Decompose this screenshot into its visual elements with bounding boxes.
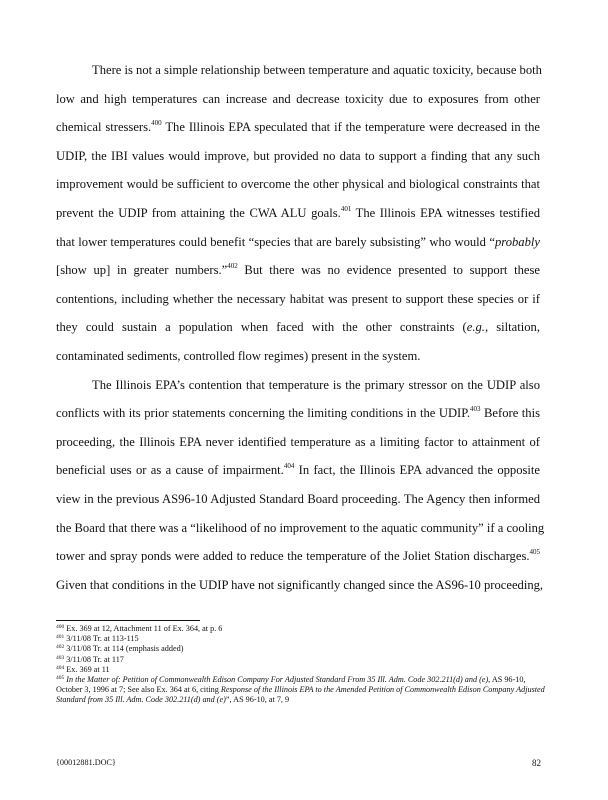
text-run: contaminated sediments, controlled flow regimes) present in the system. (56, 348, 421, 363)
text-line (56, 232, 540, 261)
footnote-reference: 403 (470, 405, 481, 414)
text-line (56, 317, 540, 346)
text-run: contentions, including whether the necessary habitat was present to support these species or if (56, 291, 540, 306)
text-line (56, 518, 545, 547)
text-line (56, 203, 540, 232)
text-run: ”, AS 96-10, at 7, 9 (225, 695, 290, 705)
text-run: improvement would be sufficient to overcome the other physical and biological constraints that (56, 177, 540, 192)
footnote-number: 400 (56, 624, 65, 630)
paragraph (56, 375, 545, 604)
text-run: 3/11/08 Tr. at 114 (emphasis added) (66, 644, 184, 654)
text-run: beneficial uses or as a cause of impairment. (56, 463, 284, 478)
body-text (56, 60, 545, 603)
text-run: conflicts with its prior statements concerning the limiting conditions in the UDIP. (56, 406, 470, 421)
text-line (56, 489, 540, 518)
text-line (56, 460, 540, 489)
text-line (56, 174, 540, 203)
text-run: tower and spray ponds were added to reduce the temperature of the Joliet Station discharges. (56, 549, 530, 564)
text-line (56, 375, 540, 404)
paragraph (56, 60, 540, 375)
text-run: proceeding, the Illinois EPA never identified temperature as a limiting factor to attainment of (56, 434, 540, 449)
italic-text: In the Matter of: Petition of Commonwealth Edison Company For Adjusted Standard From 35 Ill. Adm. Code 302.211(d) and (e) (66, 675, 489, 685)
text-run: chemical stressers. (56, 120, 152, 135)
text-run: view in the previous AS96-10 Adjusted Standard Board proceeding. The Agency then informed (56, 491, 540, 506)
footnote (56, 665, 546, 675)
text-run: [show up] in greater numbers.” (56, 263, 228, 278)
text-run: siltation, (488, 320, 540, 335)
text-run: The Illinois EPA witnesses testified (351, 205, 540, 220)
text-run: the Board that there was a “likelihood of no improvement to the aquatic community” if a cooling (56, 520, 545, 535)
text-line (56, 260, 540, 289)
footnote-number: 404 (56, 664, 65, 671)
text-run: they could sustain a population when faced with the other constraints ( (56, 320, 467, 335)
italic-text: probably (494, 234, 540, 249)
text-run: But there was no evidence presented to support these (237, 263, 540, 278)
text-run: UDIP, the IBI values would improve, but provided no data to support a finding that any such (56, 148, 540, 163)
italic-text: Response of the Illinois EPA to the Amended Petition of Commonwealth Edison Company Adjusted Standard from 35 Ill. Adm. Code 302.211(d) and (e) (56, 685, 545, 705)
footnote-number: 403 (56, 654, 65, 661)
footnote-reference: 402 (227, 262, 238, 271)
text-run: In fact, the Illinois EPA advanced the opposite (294, 463, 540, 478)
text-run: Ex. 369 at 11 (66, 664, 110, 674)
text-run: Before this (480, 406, 540, 421)
page-number: 82 (532, 758, 541, 768)
footer-document-id: {00012881.DOC} (56, 758, 116, 767)
text-line (56, 546, 540, 575)
text-run: 3/11/08 Tr. at 117 (66, 654, 124, 664)
footnote-reference: 404 (283, 462, 295, 471)
text-run: The Illinois EPA’s contention that temperature is the primary stressor on the UDIP also (92, 377, 540, 392)
text-run: 3/11/08 Tr. at 113-115 (66, 634, 139, 644)
text-run: , AS 96-10, October 3, 1996 at 7; See also Ex. 364 at 6, citing (56, 675, 526, 695)
footnote (56, 624, 546, 634)
text-run: that lower temperatures could benefit “species that are barely subsisting” who would “ (56, 234, 495, 249)
text-run: There is not a simple relationship between temperature and aquatic toxicity, because both (92, 63, 542, 77)
text-run: The Illinois EPA speculated that if the temperature were decreased in the (161, 120, 540, 135)
footnote-separator (56, 620, 200, 621)
text-run: low and high temperatures can increase and decrease toxicity due to exposures from other (56, 91, 540, 106)
footnote-reference: 401 (340, 204, 352, 213)
text-line (56, 346, 540, 375)
text-line (56, 575, 544, 604)
text-run: prevent the UDIP from attaining the CWA ALU goals. (56, 205, 341, 220)
footnote (56, 675, 546, 706)
text-line (56, 289, 540, 318)
italic-text: e.g., (466, 320, 489, 335)
footnotes (56, 624, 546, 706)
footnote-reference: 405 (529, 548, 540, 557)
footnote-number: 402 (56, 644, 65, 651)
text-line (56, 432, 540, 461)
footnote-number: 401 (56, 634, 65, 641)
text-run: Ex. 369 at 12, Attachment 11 of Ex. 364, at p. 6 (66, 624, 223, 633)
footnote (56, 634, 546, 644)
text-line (56, 89, 540, 118)
footnote (56, 655, 546, 665)
text-line (56, 403, 540, 432)
text-run: Given that conditions in the UDIP have not significantly changed since the AS96-10 proceeding, (56, 577, 544, 592)
text-line (56, 117, 540, 146)
text-line (56, 146, 540, 175)
footnote-reference: 400 (151, 119, 162, 128)
footnote-number: 405 (56, 675, 65, 682)
text-line (56, 60, 540, 89)
footnote (56, 644, 546, 654)
